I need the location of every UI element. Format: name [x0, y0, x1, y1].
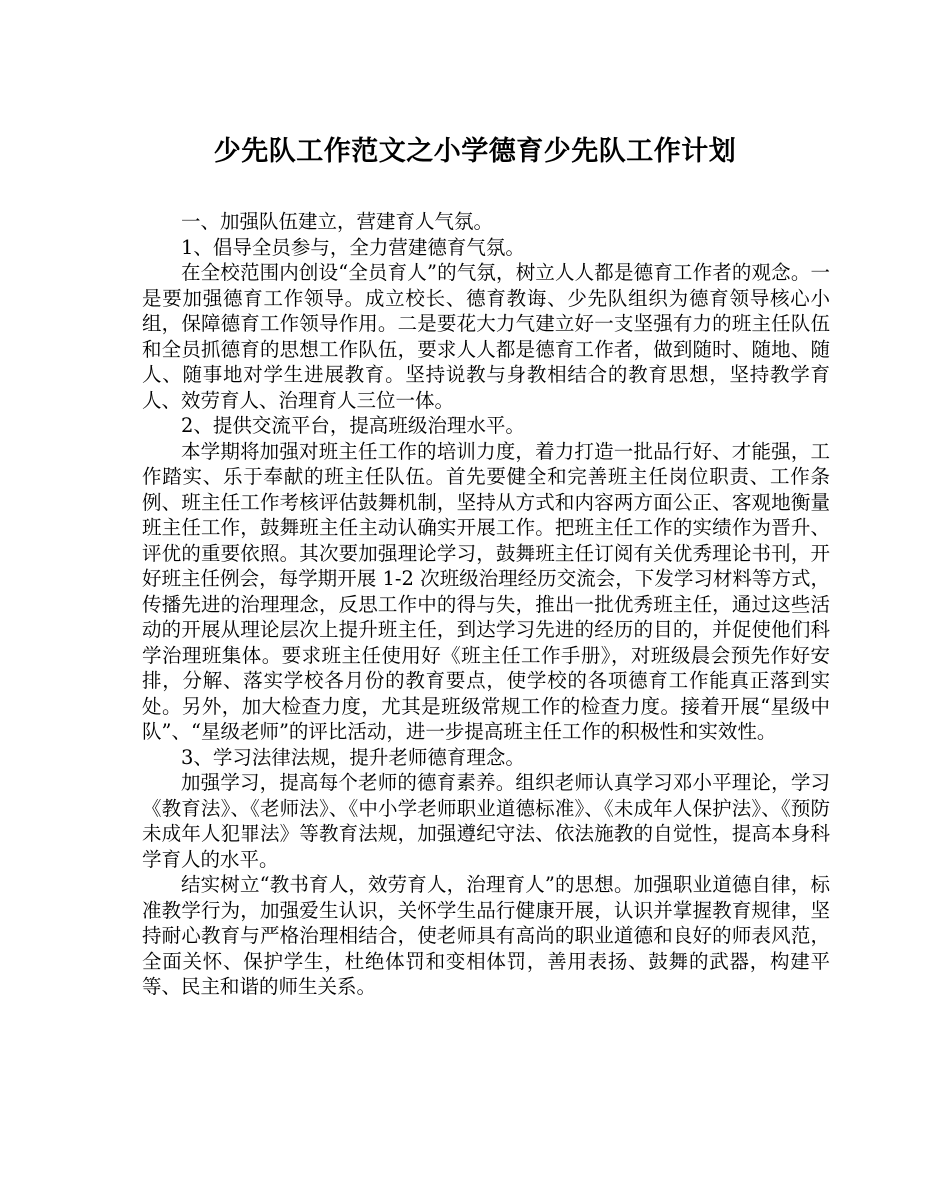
- paragraph-3: 加强学习，提高每个老师的德育素养。组织老师认真学习邓小平理论，学习《教育法》、《老师法》、《中小学老师职业道德标准》、《未成年人保护法》、《预防未成年人犯罪法》等教育法规，加强遵纪守法、依法施教的自觉性，提高本身科学育人的水平。: [142, 771, 830, 871]
- paragraph-2: 本学期将加强对班主任工作的培训力度，着力打造一批品行好、才能强，工作踏实、乐于奉献的班主任队伍。首先要健全和完善班主任岗位职责、工作条例、班主任工作考核评估鼓舞机制，坚持从方式和内容两方面公正、客观地衡量班主任工作，鼓舞班主任主动认确实开展工作。把班主任工作的实绩作为晋升、评优的重要依照。其次要加强理论学习，鼓舞班主任订阅有关优秀理论书刊，开好班主任例会，每学期开展 1-2 次班级治理经历交流会，下发学习材料等方式，传播先进的治理理念，反思工作中的得与失，推出一批优秀班主任，通过这些活动的开展从理论层次上提升班主任，到达学习先进的经历的目的，并促使他们科学治理班集体。要求班主任使用好《班主任工作手册》，对班级晨会预先作好安排，分解、落实学校各月份的教育要点，使学校的各项德育工作能真正落到实处。另外，加大检查力度，尤其是班级常规工作的检查力度。接着开展“星级中队”、“星级老师”的评比活动，进一步提高班主任工作的积极性和实效性。: [142, 439, 830, 743]
- subheading-3: 3、学习法律法规，提升老师德育理念。: [181, 745, 525, 769]
- section-heading-1: 一、加强队伍建立，营建育人气氛。: [181, 210, 494, 233]
- document-title: 少先队工作范文之小学德育少先队工作计划: [213, 136, 737, 167]
- subheading-2: 2、提供交流平台，提高班级治理水平。: [181, 414, 525, 437]
- paragraph-1: 在全校范围内创设“全员育人”的气氛，树立人人都是德育工作者的观念。一是要加强德育工作领导。成立校长、德育教诲、少先队组织为德育领导核心小组，保障德育工作领导作用。二是要花大力气建立好一支坚强有力的班主任队伍和全员抓德育的思想工作队伍，要求人人都是德育工作者，做到随时、随地、随人、随事地对学生进展教育。坚持说教与身教相结合的教育思想，坚持教学育人、效劳育人、治理育人三位一体。: [142, 261, 830, 412]
- document-body: [142, 209, 830, 1000]
- subheading-1: 1、倡导全员参与，全力营建德育气氛。: [181, 235, 525, 259]
- paragraph-4: 结实树立“教书育人，效劳育人，治理育人”的思想。加强职业道德自律，标准教学行为，加强爱生认识，关怀学生品行健康开展，认识并掌握教育规律，坚持耐心教育与严格治理相结合，使老师具有高尚的职业道德和良好的师表风范，全面关怀、保护学生，杜绝体罚和变相体罚，善用表扬、鼓舞的武器，构建平等、民主和谐的师生关系。: [142, 873, 830, 998]
